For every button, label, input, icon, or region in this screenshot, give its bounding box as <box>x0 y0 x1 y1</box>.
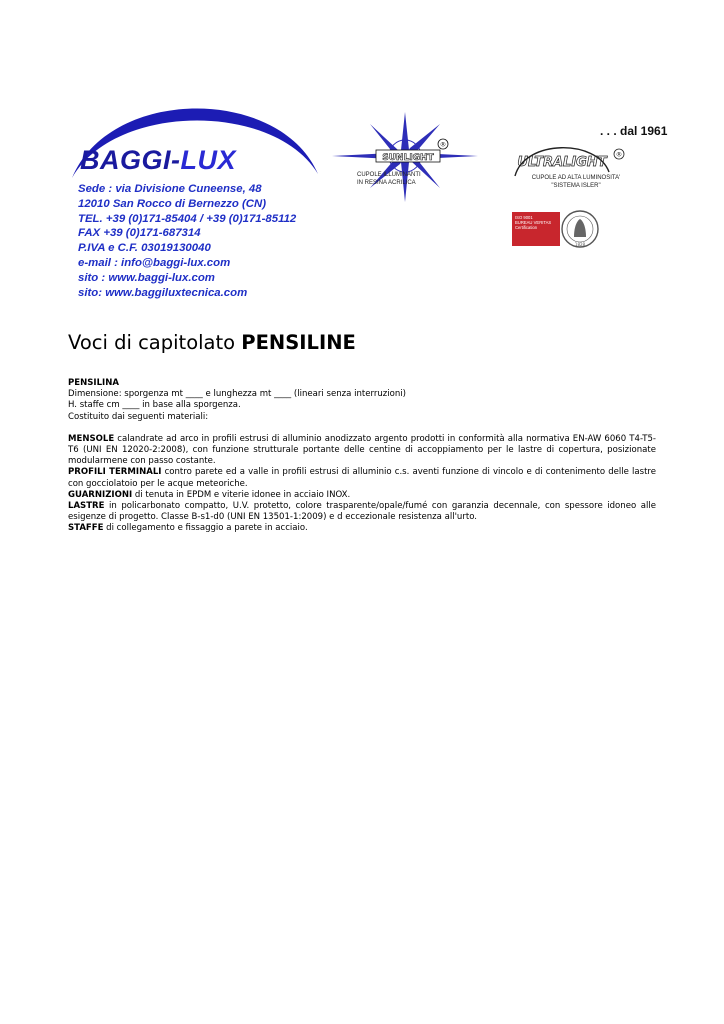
item-lastre <box>68 501 656 523</box>
cert-bureau-veritas: BUREAU VERITAS <box>515 220 552 225</box>
intro-line-dimensions: Dimensione: sporgenza mt ____ e lunghezza mt ____ (lineari senza interruzioni) <box>68 389 406 400</box>
item-term: LASTRE <box>68 501 105 512</box>
title-prefix: Voci di capitolato <box>68 331 242 354</box>
seal-year: 1828 <box>574 242 586 247</box>
intro-line-materials: Costituito dai seguenti materiali: <box>68 411 209 422</box>
item-term: MENSOLE <box>68 433 115 444</box>
sunlight-caption <box>357 171 457 187</box>
since-1961: . . . dal 1961 <box>600 124 668 138</box>
item-term: PROFILI TERMINALI <box>68 467 162 478</box>
company-contacts <box>78 182 296 300</box>
sunlight-registered-mark: ® <box>439 140 447 149</box>
item-staffe <box>68 523 656 534</box>
contact-website-2: sito: www.baggiluxtecnica.com <box>78 286 248 299</box>
item-guarnizioni <box>68 490 656 501</box>
sunlight-caption-line1: CUPOLE ILLUMINANTI <box>357 172 421 178</box>
ultralight-wordmark: ULTRALIGHT <box>517 155 607 170</box>
iso-certification-badge <box>512 212 560 246</box>
item-text: calandrate ad arco in profili estrusi di alluminio anodizzato argento prodotti in conformità alla normativa EN-AW 6060 T4-T5-T6 (UNI EN 12020-2:2008), con funzione strutturale portante delle centine di accoppiamento per le lastre di copertura, posizionate modularmene con passo costante. <box>68 433 656 467</box>
item-term: GUARNIZIONI <box>68 489 133 500</box>
item-text: contro parete ed a valle in profili estrusi di alluminio c.s. aventi funzione di vincolo e di contenimento delle lastre con gocciolatoio per le acque meteoriche. <box>68 467 657 489</box>
cert-label: Certification <box>515 225 538 230</box>
item-text: di collegamento e fissaggio a parete in acciaio. <box>103 523 308 534</box>
sunlight-star-logo <box>332 112 482 202</box>
sunlight-caption-line2: IN RESINA ACRILICA <box>357 180 416 186</box>
contact-address: Sede : via Divisione Cuneense, 48 <box>78 183 262 195</box>
cert-iso: ISO 9001 <box>515 215 533 220</box>
contact-phone: TEL. +39 (0)171-85404 / +39 (0)171-85112 <box>78 212 297 225</box>
ultralight-registered-mark: ® <box>615 150 623 159</box>
page-title <box>68 331 356 354</box>
intro-line-brackets: H. staffe cm ____ in base alla sporgenza. <box>68 400 241 411</box>
title-bold: PENSILINE <box>241 331 356 354</box>
item-term: STAFFE <box>68 523 104 534</box>
item-profili-terminali <box>68 467 656 489</box>
contact-email: e-mail : info@baggi-lux.com <box>78 256 231 269</box>
brand-logo: BAGGI-LUX <box>80 145 237 175</box>
item-text: in policarbonato compatto, U.V. protetto, colore trasparente/opale/fumé con garanzia decennale, con spessore idoneo alle esigenze di progetto. Classe B-s1-d0 (UNI EN 13501-1:2009) e d eccezionale resistenza all'urto. <box>68 501 656 523</box>
specification-body <box>68 378 656 535</box>
contact-fax: FAX +39 (0)171-687314 <box>78 227 201 240</box>
bureau-veritas-seal-icon <box>560 207 600 251</box>
ultralight-caption <box>506 174 646 190</box>
item-mensole <box>68 434 656 468</box>
contact-city: 12010 San Rocco di Bernezzo (CN) <box>78 197 266 210</box>
ultralight-caption-line1: CUPOLE AD ALTA LUMINOSITA' <box>531 175 621 181</box>
ultralight-caption-line2: "SISTEMA ISLER" <box>551 183 601 189</box>
section-heading: PENSILINA <box>68 378 119 388</box>
contact-website-1: sito : www.baggi-lux.com <box>78 271 215 284</box>
contact-vat: P.IVA e C.F. 03019130040 <box>78 242 211 255</box>
sunlight-wordmark: SUNLIGHT <box>382 153 434 163</box>
item-text: di tenuta in EPDM e viterie idonee in acciaio INOX. <box>132 489 351 500</box>
